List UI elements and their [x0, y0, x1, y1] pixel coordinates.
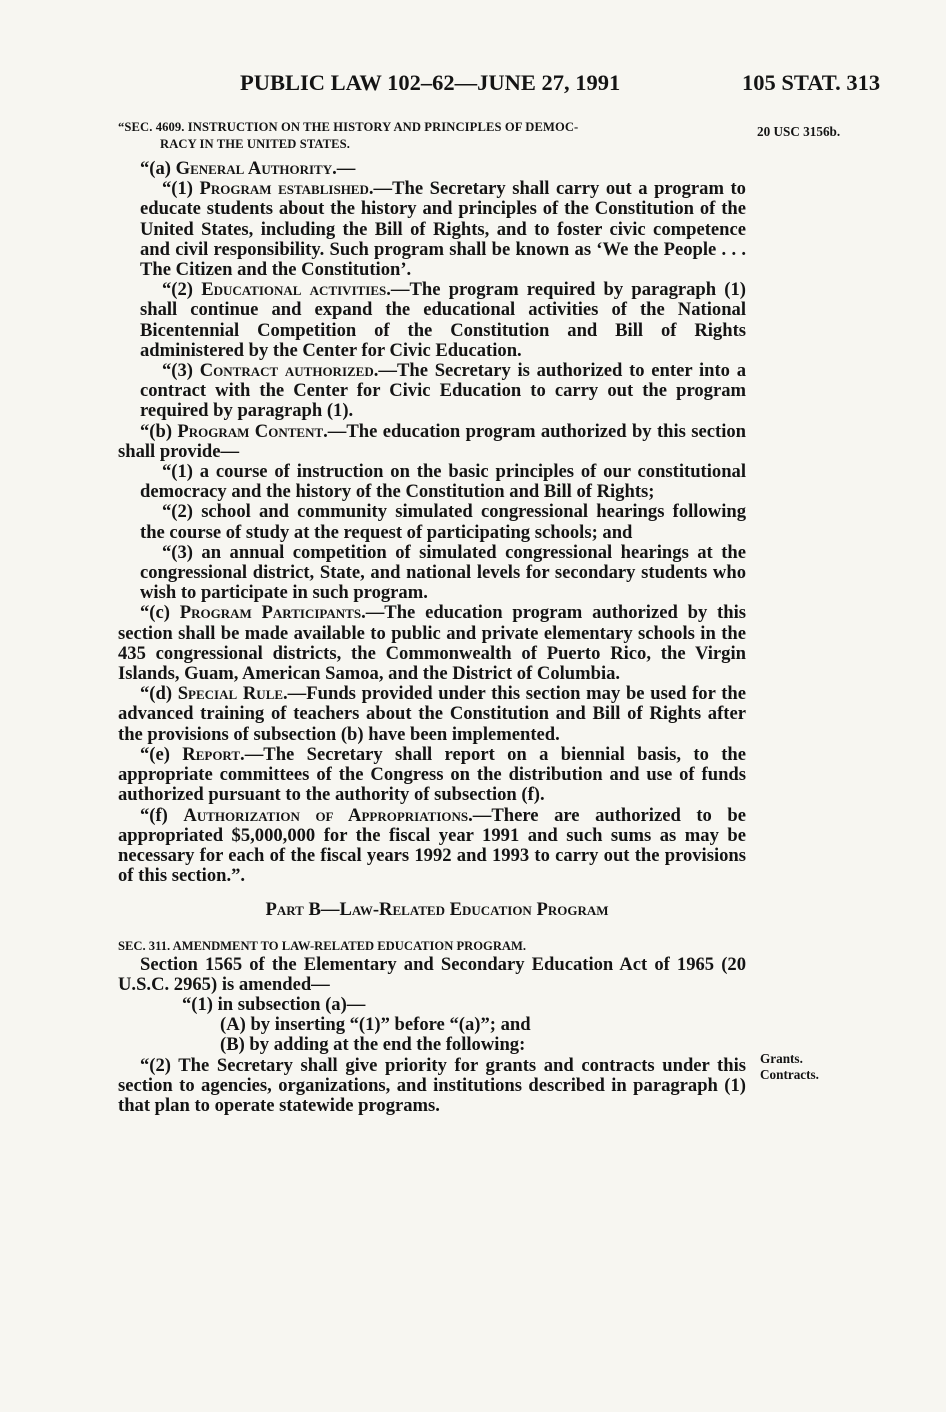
section-311-intro: Section 1565 of the Elementary and Secondary Education Act of 1965 (20 U.S.C. 2965) is amended—	[118, 953, 746, 995]
subsection-e-text: .—The Secretary shall report on a biennial basis, to the appropriate committees of the Congress on the distribution and use of funds authorized pursuant to the authority of subsection (f).	[118, 743, 746, 806]
subsection-a-label: “(a)	[140, 158, 176, 179]
subsection-d-label: “(d)	[140, 683, 178, 705]
subsection-a-dash: .—	[332, 158, 356, 179]
margin-note-usc: 20 USC 3156b.	[757, 124, 841, 139]
statute-page-number: 105 STAT. 313	[742, 70, 881, 95]
part-b-heading: Part B—Law-Related Education Program	[265, 899, 609, 921]
subsection-c-label: “(c)	[140, 602, 180, 624]
paragraph-a3-text: .—The Secretary is authorized to enter into a contract with the Center for Civic Education to carry out the program required by paragraph (1).	[140, 360, 746, 422]
section-311-heading: SEC. 311. AMENDMENT TO LAW-RELATED EDUCATION PROGRAM.	[118, 938, 527, 953]
subsection-f	[118, 806, 746, 887]
subsection-d	[118, 684, 746, 745]
paragraph-a1-title: Program established	[199, 178, 369, 200]
paragraph-a1-label: “(1)	[162, 178, 200, 200]
paragraph-b2: “(2) school and community simulated congressional hearings following the course of study at the request of participating schools; and	[140, 501, 746, 543]
subsection-a	[118, 159, 746, 179]
paragraph-a3-title: Contract authorized	[199, 360, 374, 382]
section-4609-heading-line1: “SEC. 4609. INSTRUCTION ON THE HISTORY AND PRINCIPLES OF DEMOC-	[118, 120, 579, 134]
subsection-b-text: .—The education program authorized by this section shall provide—	[118, 420, 747, 462]
running-header-title: PUBLIC LAW 102–62—JUNE 27, 1991	[240, 70, 621, 95]
paragraph-b3: “(3) an annual competition of simulated congressional hearings at the congressional district, State, and national levels for secondary students who wish to participate in such program.	[140, 541, 746, 604]
subsection-d-title: Special Rule	[177, 683, 284, 705]
subsection-f-text: .—There are authorized to be appropriated $5,000,000 for the fiscal year 1991 and such sums as may be necessary for each of the fiscal years 1992 and 1993 to carry out the provisions of this section.”.	[118, 804, 746, 887]
section-311-quoted-paragraph-2: “(2) The Secretary shall give priority for grants and contracts under this section to agencies, organizations, and institutions described in paragraph (1) that plan to operate statewide programs.	[118, 1054, 746, 1116]
subsection-b	[118, 422, 746, 462]
document-body	[118, 119, 746, 1116]
section-311-item-a: (A) by inserting “(1)” before “(a)”; and	[220, 1014, 531, 1036]
subsection-c-title: Program Participants	[179, 602, 362, 624]
subsection-a-title: General Authority	[175, 158, 333, 179]
subsection-c-text: .—The education program authorized by this section shall be made available to public and private elementary schools in the 435 congressional districts, the Commonwealth of Puerto Rico, the Virgin Islands, Guam, American Samoa, and the District of Columbia.	[118, 602, 746, 685]
paragraph-a2-label: “(2)	[162, 279, 202, 301]
paragraph-a2	[96, 280, 746, 361]
subsection-b-label: “(b)	[140, 420, 178, 442]
paragraph-a1-text: .—The Secretary shall carry out a program to educate students about the history and principles of the Constitution of the United States, including the Bill of Rights, and to foster civic competence and civil responsibility. Such program shall be known as ‘We the People . . . The Citizen and the Constitution’.	[140, 178, 746, 281]
subsection-f-label: “(f)	[140, 804, 184, 826]
subsection-e-label: “(e)	[140, 743, 183, 765]
margin-note-contracts: Contracts.	[760, 1067, 819, 1082]
section-4609-heading-line2: RACY IN THE UNITED STATES.	[160, 137, 351, 151]
subsection-f-title: Authorization of Appropriations	[183, 804, 469, 826]
paragraph-a3-label: “(3)	[162, 360, 200, 382]
section-311-item-b: (B) by adding at the end the following:	[220, 1034, 526, 1056]
section-311-item-1: “(1) in subsection (a)—	[182, 993, 366, 1015]
subsection-d-text: .—Funds provided under this section may be used for the advanced training of teachers about the Constitution and Bill of Rights after the provisions of subsection (b) have been implemented.	[118, 683, 746, 745]
paragraph-b1: “(1) a course of instruction on the basic principles of our constitutional democracy and the history of the Constitution and Bill of Rights;	[140, 461, 746, 503]
subsection-e	[118, 745, 746, 806]
section-4609-heading	[118, 119, 746, 153]
paragraph-a2-text: .—The program required by paragraph (1) shall continue and expand the educational activities of the National Bicentennial Competition of the Constitution and Bill of Rights administered by the Center for Civic Education.	[140, 279, 746, 361]
paragraph-a3	[96, 361, 746, 422]
subsection-b-title: Program Content	[177, 420, 324, 442]
paragraph-a1	[96, 179, 746, 280]
margin-note-grants: Grants.	[760, 1051, 803, 1066]
subsection-c	[118, 603, 746, 684]
paragraph-a2-title: Educational activities	[201, 279, 387, 301]
subsection-e-title: Report	[182, 743, 241, 765]
